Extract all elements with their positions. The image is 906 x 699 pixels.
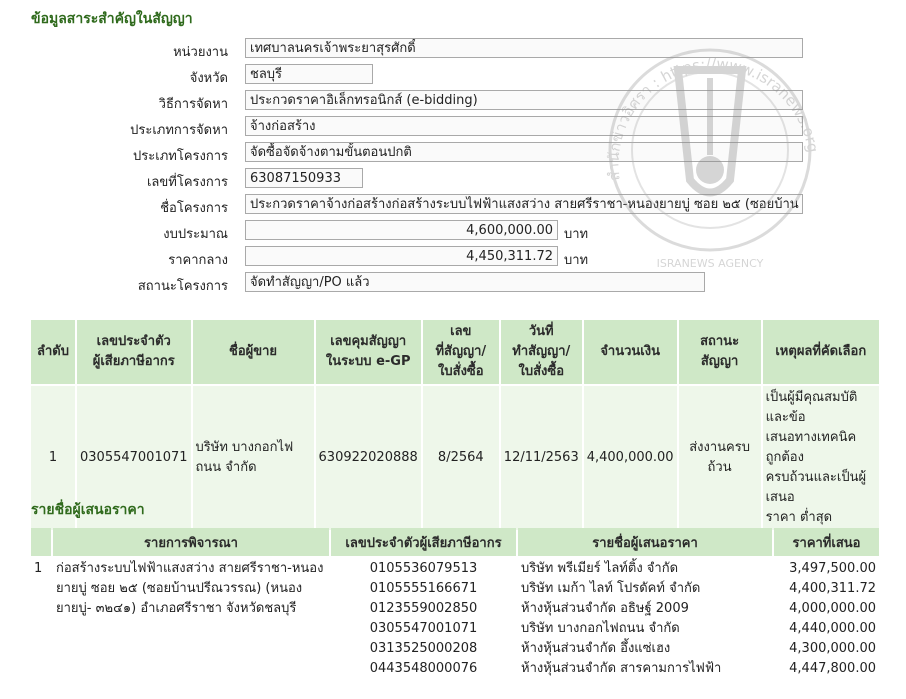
cell-reason: เป็นผู้มีคุณสมบัติและข้อ เสนอทางเทคนิค ถูกต้อง ครบถ้วนและเป็นผู้เสนอ ราคา ต่ำสุด [763, 386, 879, 530]
bidder-tax-id: 0105555166671 [369, 581, 478, 596]
bidder-price: 3,497,500.00 [789, 561, 876, 576]
cell-bidder-names [518, 558, 772, 680]
contract-header-cell: จำนวนเงิน [584, 320, 677, 384]
bidder-price: 4,400,311.72 [789, 581, 876, 596]
info-row [0, 38, 906, 60]
header-tax-id: เลขประจำตัวผู้เสียภาษีอากร [331, 528, 516, 556]
table-row [31, 386, 879, 530]
info-label: ราคากลาง [168, 253, 228, 268]
header-price: ราคาที่เสนอ [774, 528, 879, 556]
info-row [0, 272, 906, 294]
watermark-arc-text: สำนักข่าวอิศรา : https://www.isranews.org [604, 54, 822, 182]
info-value-field: จัดซื้อจัดจ้างตามขั้นตอนปกติ [245, 142, 803, 162]
info-label: หน่วยงาน [173, 45, 228, 60]
cell-contract-no: 8/2564 [423, 386, 499, 530]
info-label: เลขที่โครงการ [146, 175, 228, 190]
bidder-tax-id: 0305547001071 [369, 621, 478, 636]
info-value-field: 4,600,000.00 [245, 220, 558, 240]
info-row [0, 194, 906, 216]
info-row [0, 220, 906, 242]
cell-item: ก่อสร้างระบบไฟฟ้าแสงสว่าง สายศรีราชา-หนอง ยายบู่ ซอย ๒๕ (ซอยบ้านปรีณวรรณ) (หนอง ยายบู่- ๓๒๔๑) อำเภอศรีราชา จังหวัดชลบุรี [53, 558, 329, 680]
info-row [0, 142, 906, 164]
contract-table-header [31, 320, 879, 384]
unit-label: บาท [564, 227, 589, 242]
contract-header-cell: วันที่ ทำสัญญา/ ใบสั่งซื้อ [501, 320, 582, 384]
info-label: งบประมาณ [163, 227, 228, 242]
bidder-name: บริษัท พรีเมียร์ ไลท์ติ้ง จำกัด [521, 561, 679, 576]
header-item: รายการพิจารณา [53, 528, 329, 556]
cell-egp-no: 630922020888 [316, 386, 421, 530]
bidder-name: บริษัท เมก้า ไลท์ โปรดัคท์ จำกัด [521, 581, 701, 596]
contract-header-cell: เลข ที่สัญญา/ ใบสั่งซื้อ [423, 320, 499, 384]
info-value-field: 63087150933 [245, 168, 363, 188]
info-row [0, 116, 906, 138]
info-label: ประเภทโครงการ [133, 149, 228, 164]
section-title-bidders: รายชื่อผู้เสนอราคา [31, 502, 145, 518]
contract-header-cell: เลขคุมสัญญา ในระบบ e-GP [316, 320, 421, 384]
unit-label: บาท [564, 253, 589, 268]
cell-status: ส่งงานครบ ถ้วน [679, 386, 761, 530]
bidder-name: บริษัท บางกอกไฟถนน จำกัด [521, 621, 680, 636]
bidder-price: 4,440,000.00 [789, 621, 876, 636]
cell-tax-id: 0305547001071 [77, 386, 191, 530]
info-value-field: ประกวดราคาจ้างก่อสร้างก่อสร้างระบบไฟฟ้าแสงสว่าง สายศรีราชา-หนองยายบู่ ซอย ๒๕ (ซอยบ้าน [245, 194, 803, 214]
info-value-field: ประกวดราคาอิเล็กทรอนิกส์ (e-bidding) [245, 90, 803, 110]
info-value-field: เทศบาลนครเจ้าพระยาสุรศักดิ์ [245, 38, 803, 58]
bidder-table-header [31, 528, 879, 556]
cell-vendor: บริษัท บางกอกไฟ ถนน จำกัด [193, 386, 314, 530]
cell-no: 1 [31, 558, 51, 680]
bidder-name: ห้างหุ้นส่วนจำกัด อธิษฐ์ 2009 [521, 601, 689, 616]
cell-no: 1 [31, 386, 75, 530]
watermark-agency-text: ISRANEWS AGENCY [656, 257, 764, 270]
bidder-price: 4,447,800.00 [789, 661, 876, 676]
cell-contract-date: 12/11/2563 [501, 386, 582, 530]
bidder-tax-id: 0123559002850 [369, 601, 478, 616]
cell-prices [774, 558, 879, 680]
cell-tax-ids [331, 558, 516, 680]
bidder-table [29, 526, 881, 682]
contract-header-cell: เลขประจำตัว ผู้เสียภาษีอากร [77, 320, 191, 384]
info-label: ประเภทการจัดหา [130, 123, 228, 138]
contract-header-cell: สถานะ สัญญา [679, 320, 761, 384]
cell-amount: 4,400,000.00 [584, 386, 677, 530]
info-row [0, 168, 906, 190]
bidder-name: ห้างหุ้นส่วนจำกัด อึ้งแซ่เฮง [521, 641, 671, 656]
table-row [31, 558, 879, 680]
bidder-tax-id: 0313525000208 [369, 641, 478, 656]
info-row [0, 90, 906, 112]
info-value-field: ชลบุรี [245, 64, 373, 84]
bidder-price: 4,300,000.00 [789, 641, 876, 656]
contract-header-cell: เหตุผลที่คัดเลือก [763, 320, 879, 384]
bidder-tax-id: 0105536079513 [369, 561, 478, 576]
info-value-field: จัดทำสัญญา/PO แล้ว [245, 272, 705, 292]
section-title-contract-info: ข้อมูลสาระสำคัญในสัญญา [31, 11, 193, 27]
info-value-field: 4,450,311.72 [245, 246, 558, 266]
info-label: วิธีการจัดหา [158, 97, 228, 112]
bidder-name: ห้างหุ้นส่วนจำกัด สารคามการไฟฟ้า [521, 661, 722, 676]
contract-table [29, 318, 881, 532]
info-label: จังหวัด [189, 71, 228, 86]
info-row [0, 64, 906, 86]
header-bidder-name: รายชื่อผู้เสนอราคา [518, 528, 772, 556]
header-blank [31, 528, 51, 556]
bidder-tax-id: 0443548000076 [369, 661, 478, 676]
bidder-price: 4,000,000.00 [789, 601, 876, 616]
info-label: ชื่อโครงการ [160, 201, 228, 216]
info-row [0, 246, 906, 268]
contract-header-cell: ลำดับ [31, 320, 75, 384]
info-label: สถานะโครงการ [137, 279, 228, 294]
info-value-field: จ้างก่อสร้าง [245, 116, 803, 136]
contract-header-cell: ชื่อผู้ขาย [193, 320, 314, 384]
